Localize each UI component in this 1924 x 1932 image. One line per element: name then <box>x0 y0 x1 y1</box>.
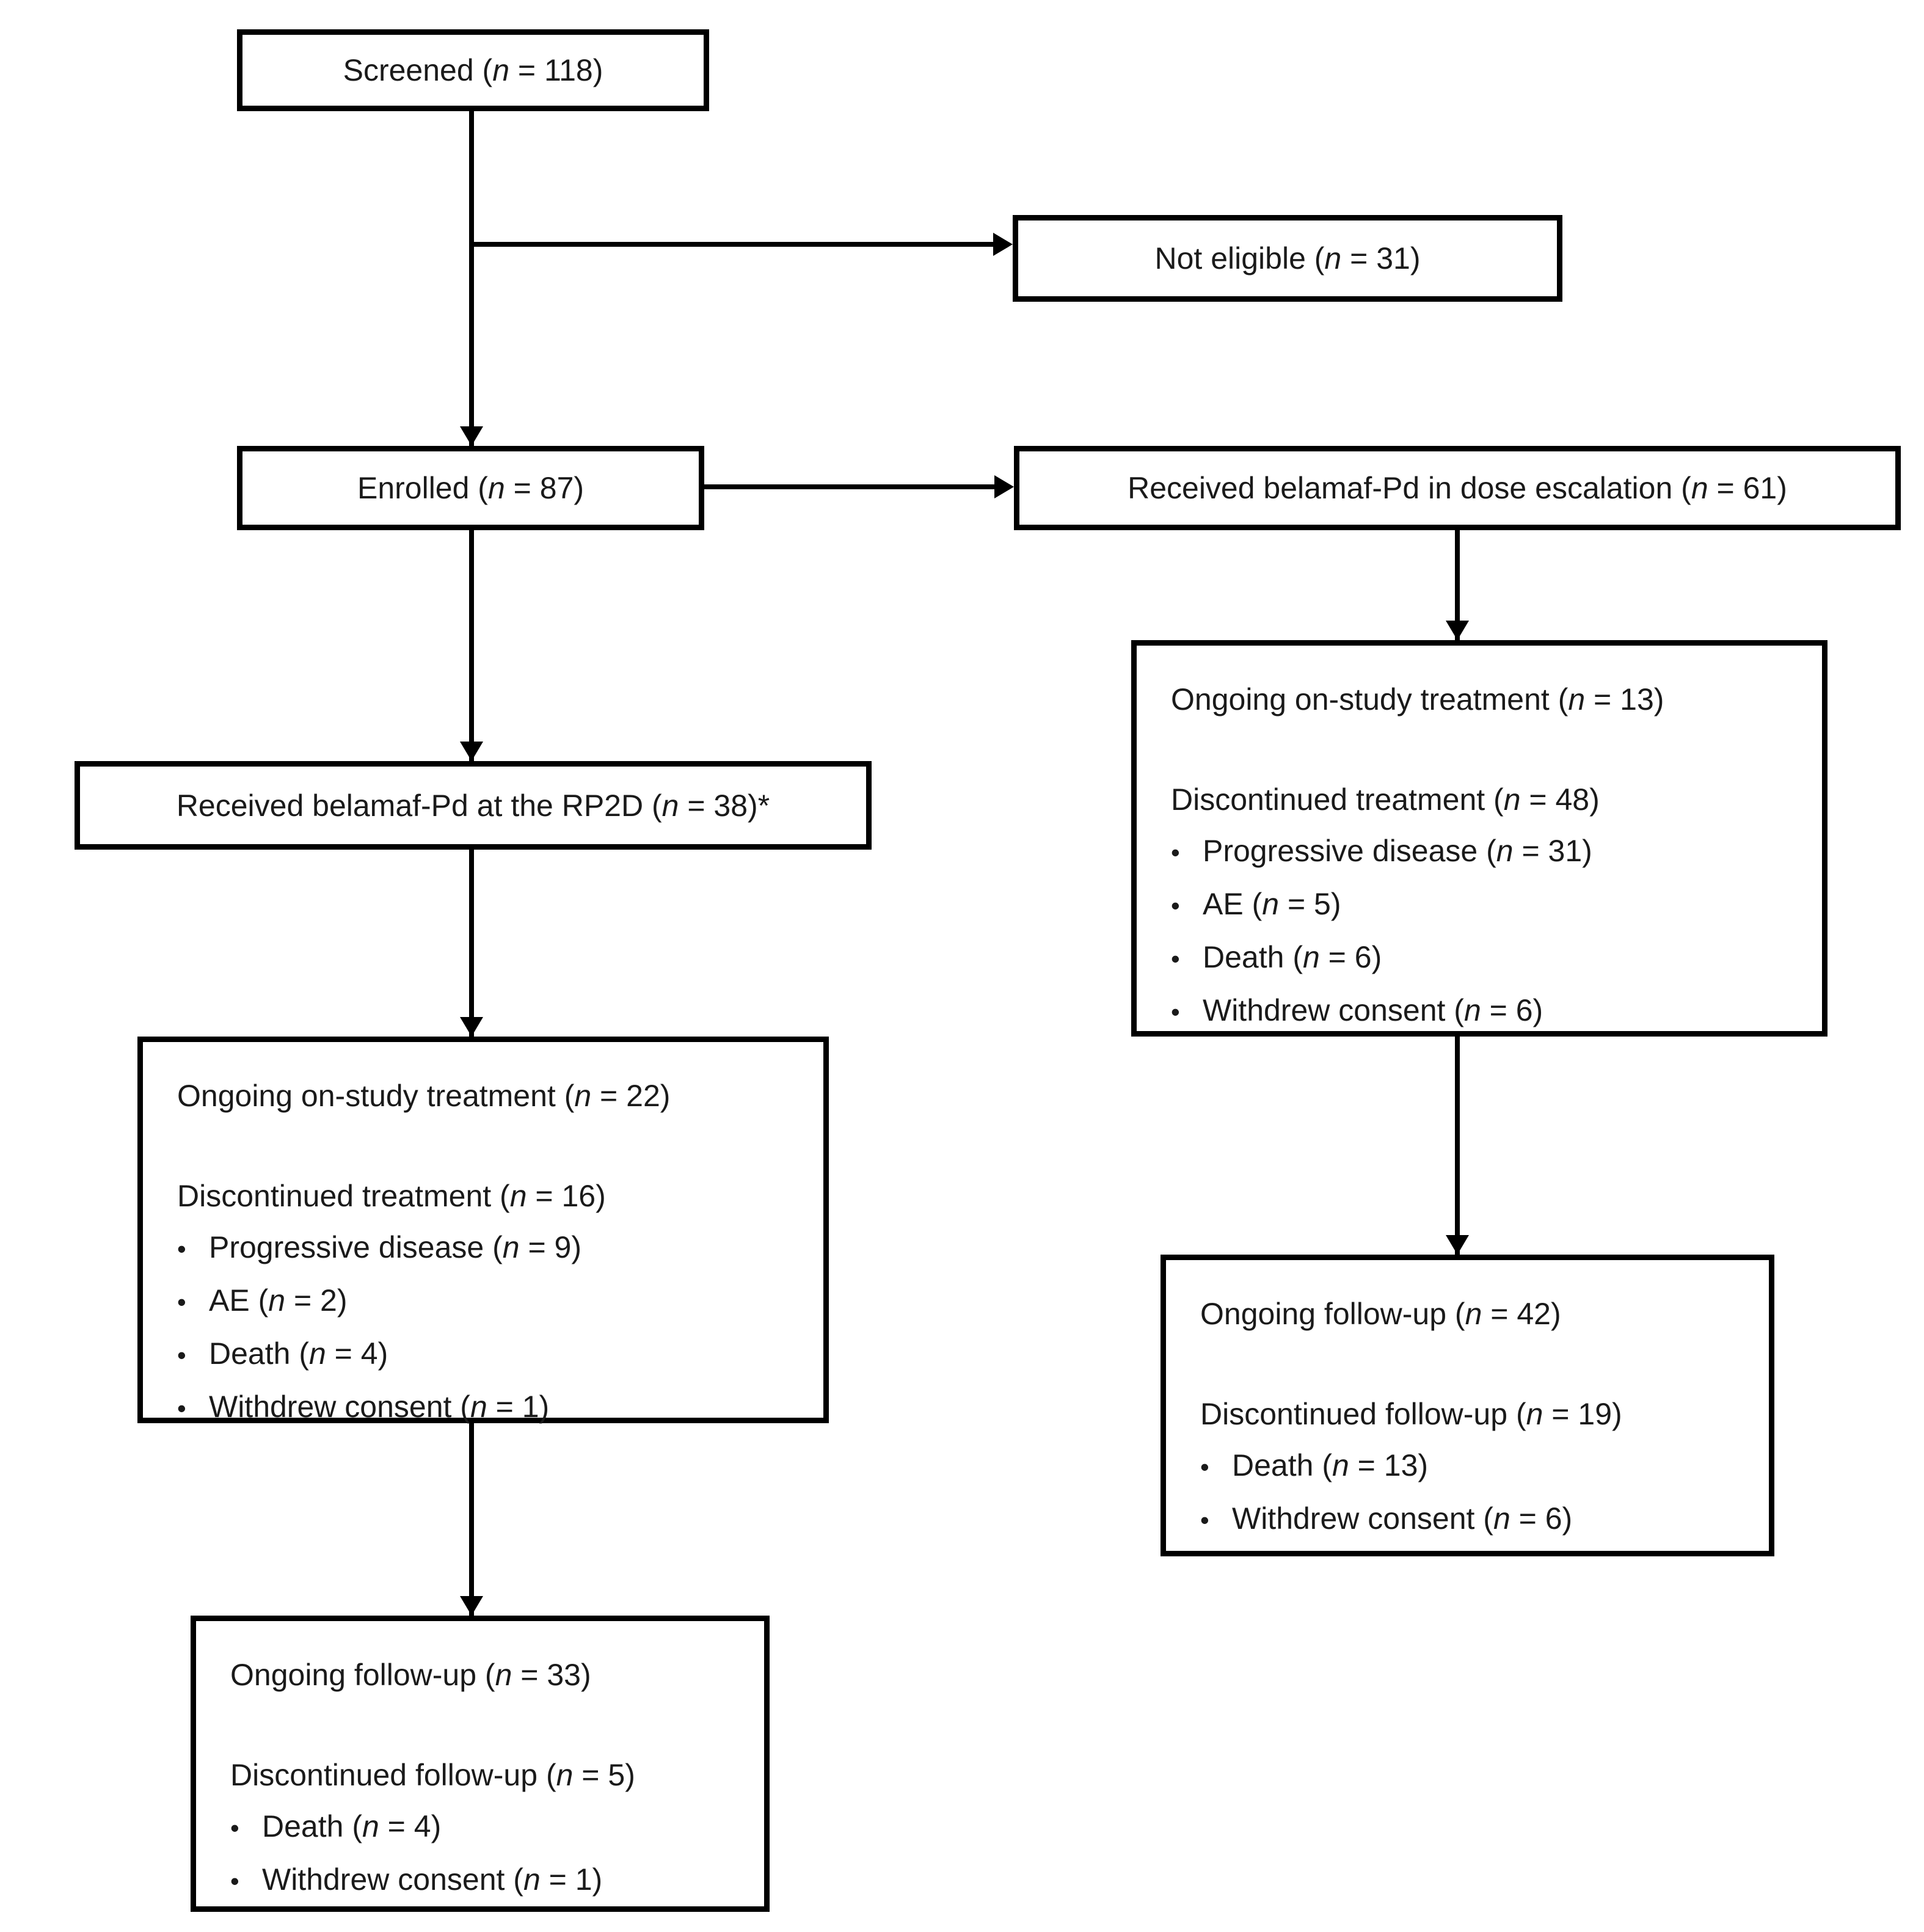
box-not-eligible-label: Not eligible (n = 31) <box>1154 241 1421 275</box>
bullet-icon: • <box>177 1394 186 1423</box>
list-item <box>177 1328 805 1381</box>
list-item <box>1171 825 1804 878</box>
rp2d-outcome-discontinued: Discontinued treatment (n = 16) <box>177 1179 606 1213</box>
box-enrolled <box>237 446 704 530</box>
connector-rp2d-outcome-to-followup <box>469 1423 474 1616</box>
arrowhead-into-escalation-followup <box>1446 1235 1469 1255</box>
list-item <box>1171 878 1804 931</box>
bullet-label: AE (n = 5) <box>1203 887 1341 921</box>
list-item <box>230 1854 746 1907</box>
box-escalation-outcome <box>1131 640 1827 1037</box>
rp2d-outcome-ongoing: Ongoing on-study treatment (n = 22) <box>177 1079 671 1113</box>
bullet-icon: • <box>1171 838 1180 867</box>
arrowhead-into-rp2d-followup <box>460 1596 483 1616</box>
box-dose-escalation <box>1014 446 1901 530</box>
bullet-icon: • <box>1171 891 1180 920</box>
spacer <box>1171 725 1804 774</box>
escalation-outcome-discontinued: Discontinued treatment (n = 48) <box>1171 782 1600 817</box>
bullet-label: Death (n = 4) <box>262 1809 442 1843</box>
arrowhead-into-dose-escalation <box>994 475 1014 498</box>
bullet-icon: • <box>1171 997 1180 1026</box>
bullet-label: Withdrew consent (n = 1) <box>209 1390 550 1424</box>
bullet-label: Death (n = 4) <box>209 1336 388 1371</box>
bullet-icon: • <box>1171 944 1180 973</box>
connector-rp2d-to-outcome <box>469 850 474 1037</box>
box-screened <box>237 29 709 111</box>
list-item <box>177 1381 805 1434</box>
arrowhead-into-not-eligible <box>993 233 1013 256</box>
bullet-label: Withdrew consent (n = 6) <box>1203 993 1543 1027</box>
escalation-outcome-ongoing: Ongoing on-study treatment (n = 13) <box>1171 682 1664 716</box>
escalation-followup-discontinued: Discontinued follow-up (n = 19) <box>1200 1397 1622 1431</box>
box-rp2d <box>75 761 872 850</box>
arrowhead-into-rp2d-outcome <box>460 1017 483 1037</box>
rp2d-followup-discontinued: Discontinued follow-up (n = 5) <box>230 1758 635 1792</box>
connector-screened-to-enrolled <box>469 111 474 446</box>
box-rp2d-followup <box>191 1616 770 1912</box>
box-screened-label: Screened (n = 118) <box>343 53 603 87</box>
connector-escalation-outcome-to-followup <box>1455 1037 1460 1255</box>
box-escalation-followup <box>1161 1255 1774 1556</box>
bullet-label: Withdrew consent (n = 6) <box>1232 1501 1573 1536</box>
box-not-eligible <box>1013 215 1562 302</box>
bullet-label: Withdrew consent (n = 1) <box>262 1862 603 1897</box>
connector-enrolled-to-rp2d <box>469 530 474 761</box>
bullet-label: Death (n = 6) <box>1203 940 1382 974</box>
escalation-followup-ongoing: Ongoing follow-up (n = 42) <box>1200 1297 1561 1331</box>
bullet-label: Death (n = 13) <box>1232 1448 1429 1482</box>
list-item <box>177 1275 805 1328</box>
list-item <box>1200 1440 1751 1493</box>
box-rp2d-label: Received belamaf-Pd at the RP2D (n = 38)* <box>176 788 770 823</box>
list-item <box>1200 1493 1751 1546</box>
arrowhead-into-escalation-outcome <box>1446 621 1469 640</box>
arrowhead-into-rp2d <box>460 742 483 761</box>
bullet-icon: • <box>1200 1453 1209 1481</box>
bullet-icon: • <box>230 1867 239 1895</box>
spacer <box>177 1121 805 1170</box>
bullet-label: Progressive disease (n = 31) <box>1203 834 1592 868</box>
box-rp2d-outcome <box>137 1037 829 1423</box>
box-enrolled-label: Enrolled (n = 87) <box>357 471 585 505</box>
box-dose-escalation-label: Received belamaf-Pd in dose escalation (n = 61) <box>1128 471 1787 505</box>
spacer <box>1200 1340 1751 1388</box>
bullet-icon: • <box>177 1288 186 1316</box>
list-item <box>1171 931 1804 985</box>
bullet-icon: • <box>230 1814 239 1842</box>
bullet-icon: • <box>177 1234 186 1263</box>
bullet-icon: • <box>177 1341 186 1369</box>
list-item <box>1171 985 1804 1038</box>
spacer <box>230 1701 746 1749</box>
connector-enrolled-to-dose-escalation <box>704 484 996 489</box>
bullet-label: Progressive disease (n = 9) <box>209 1230 582 1264</box>
bullet-label: AE (n = 2) <box>209 1283 348 1318</box>
bullet-icon: • <box>1200 1506 1209 1534</box>
list-item <box>177 1222 805 1275</box>
connector-screened-to-not-eligible <box>469 242 994 247</box>
rp2d-followup-ongoing: Ongoing follow-up (n = 33) <box>230 1658 591 1692</box>
list-item <box>230 1801 746 1854</box>
arrowhead-into-enrolled <box>460 426 483 446</box>
